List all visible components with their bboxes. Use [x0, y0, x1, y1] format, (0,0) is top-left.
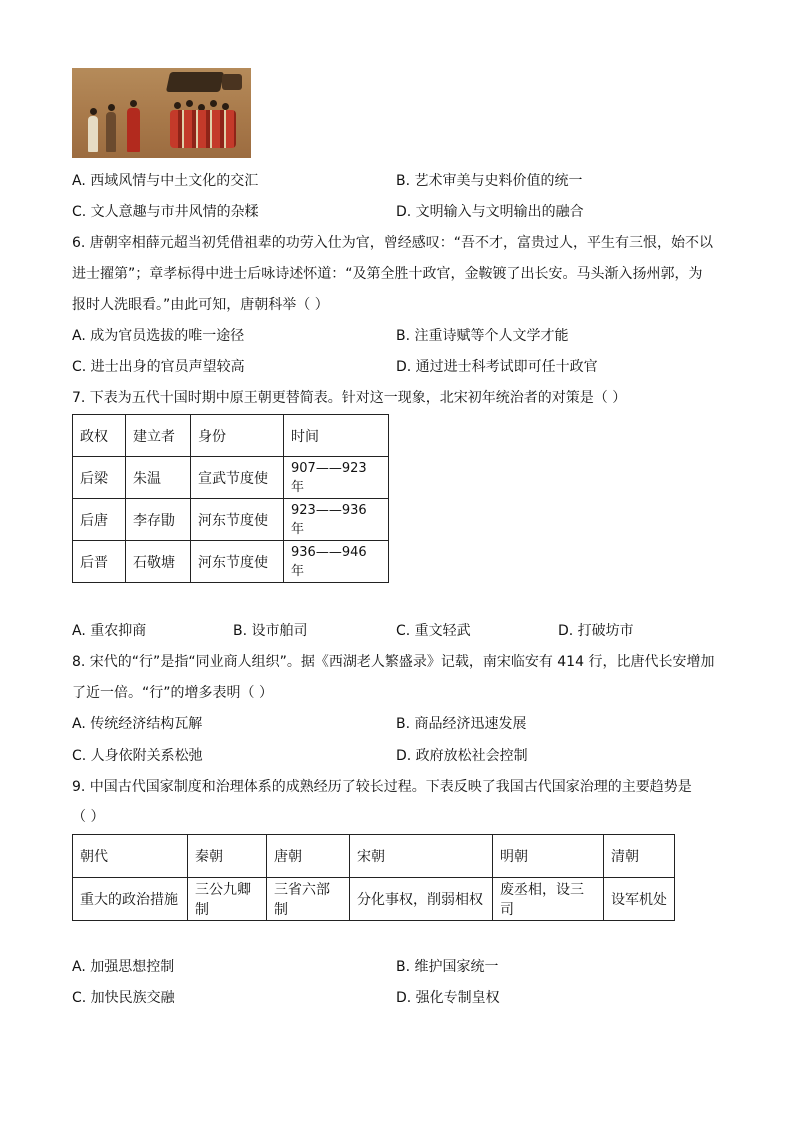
q9-table	[72, 834, 675, 921]
table-header-cell: 政权	[73, 415, 126, 457]
table-row	[73, 499, 389, 541]
table-cell: 分化事权，削弱相权	[350, 878, 493, 921]
q6-stem-line3: 报时人洗眼看。”由此可知，唐朝科举（ ）	[72, 297, 329, 313]
q6-stem-line2: 进士擢第”；章孝标得中进士后咏诗述怀道：“及第全胜十政官，金鞍镀了出长安。马头渐入扬州郭，为	[72, 266, 703, 282]
table-header-cell: 秦朝	[188, 835, 267, 878]
q5-option-d[interactable]: D. 文明输入与文明输出的融合	[396, 204, 584, 220]
canopy	[166, 72, 224, 92]
table-cell: 三省六部制	[267, 878, 350, 921]
table-cell: 后唐	[73, 499, 126, 541]
q7-table	[72, 414, 389, 583]
q9-option-d[interactable]: D. 强化专制皇权	[396, 990, 500, 1006]
q9-option-c[interactable]: C. 加快民族交融	[72, 990, 175, 1006]
table-cell: 设军机处	[604, 878, 675, 921]
table-cell: 李存勖	[126, 499, 191, 541]
table-cell: 重大的政治措施	[73, 878, 188, 921]
q5-option-a[interactable]: A. 西域风情与中土文化的交汇	[72, 173, 259, 189]
q6-stem-line1: 6. 唐朝宰相薛元超当初凭借祖辈的功劳入仕为官，曾经感叹：“吾不才，富贵过人，平生有三恨，始不以	[72, 235, 714, 251]
q5-option-b[interactable]: B. 艺术审美与史料价值的统一	[396, 173, 583, 189]
table-header-cell: 明朝	[493, 835, 604, 878]
figure	[127, 108, 140, 152]
table-cell: 河东节度使	[191, 499, 284, 541]
table-header-cell: 宋朝	[350, 835, 493, 878]
q8-stem-line1: 8. 宋代的“行”是指“同业商人组织”。据《西湖老人繁盛录》记载，南宋临安有 414 行，比唐代长安增加	[72, 654, 715, 670]
table-cell: 废丞相，设三司	[493, 878, 604, 921]
table-header-cell: 建立者	[126, 415, 191, 457]
q6-option-c[interactable]: C. 进士出身的官员声望较高	[72, 359, 245, 375]
table-header-row	[73, 835, 675, 878]
q7-option-a[interactable]: A. 重农抑商	[72, 623, 147, 639]
table-cell: 河东节度使	[191, 541, 284, 583]
canopy	[222, 74, 242, 90]
q9-option-b[interactable]: B. 维护国家统一	[396, 959, 499, 975]
table-cell: 907——923 年	[284, 457, 389, 499]
q9-stem-line2: （ ）	[72, 809, 105, 825]
table-cell: 936——946 年	[284, 541, 389, 583]
table-header-cell: 时间	[284, 415, 389, 457]
table-header-cell: 清朝	[604, 835, 675, 878]
figure-head	[90, 108, 97, 115]
table-cell: 后梁	[73, 457, 126, 499]
table-cell: 923——936 年	[284, 499, 389, 541]
table-row	[73, 457, 389, 499]
q7-option-b[interactable]: B. 设市舶司	[233, 623, 308, 639]
q6-option-a[interactable]: A. 成为官员选拔的唯一途径	[72, 328, 245, 344]
q8-option-c[interactable]: C. 人身依附关系松弛	[72, 748, 203, 764]
table-header-cell: 朝代	[73, 835, 188, 878]
table-cell: 宣武节度使	[191, 457, 284, 499]
table-header-cell: 唐朝	[267, 835, 350, 878]
q8-option-d[interactable]: D. 政府放松社会控制	[396, 748, 528, 764]
figure-head	[130, 100, 137, 107]
painting-image	[72, 68, 251, 158]
table-cell: 石敬塘	[126, 541, 191, 583]
q8-stem-line2: 了近一倍。“行”的增多表明（ ）	[72, 685, 273, 701]
figure-head	[108, 104, 115, 111]
q8-option-a[interactable]: A. 传统经济结构瓦解	[72, 716, 203, 732]
q7-stem: 7. 下表为五代十国时期中原王朝更替简表。针对这一现象，北宋初年统治者的对策是（ ）	[72, 390, 627, 406]
figure	[88, 116, 98, 152]
table-header-row	[73, 415, 389, 457]
figure	[106, 112, 116, 152]
q5-option-c[interactable]: C. 文人意趣与市井风情的杂糅	[72, 204, 259, 220]
table-row	[73, 878, 675, 921]
table-row	[73, 541, 389, 583]
q7-option-c[interactable]: C. 重文轻武	[396, 623, 471, 639]
q9-option-a[interactable]: A. 加强思想控制	[72, 959, 175, 975]
table-header-cell: 身份	[191, 415, 284, 457]
q7-option-d[interactable]: D. 打破坊市	[558, 623, 634, 639]
attendants-group	[170, 98, 240, 152]
q6-option-d[interactable]: D. 通过进士科考试即可任十政官	[396, 359, 598, 375]
q6-option-b[interactable]: B. 注重诗赋等个人文学才能	[396, 328, 569, 344]
q9-stem-line1: 9. 中国古代国家制度和治理体系的成熟经历了较长过程。下表反映了我国古代国家治理的主要趋势是	[72, 779, 692, 795]
q8-option-b[interactable]: B. 商品经济迅速发展	[396, 716, 527, 732]
table-cell: 朱温	[126, 457, 191, 499]
table-cell: 三公九卿制	[188, 878, 267, 921]
table-cell: 后晋	[73, 541, 126, 583]
